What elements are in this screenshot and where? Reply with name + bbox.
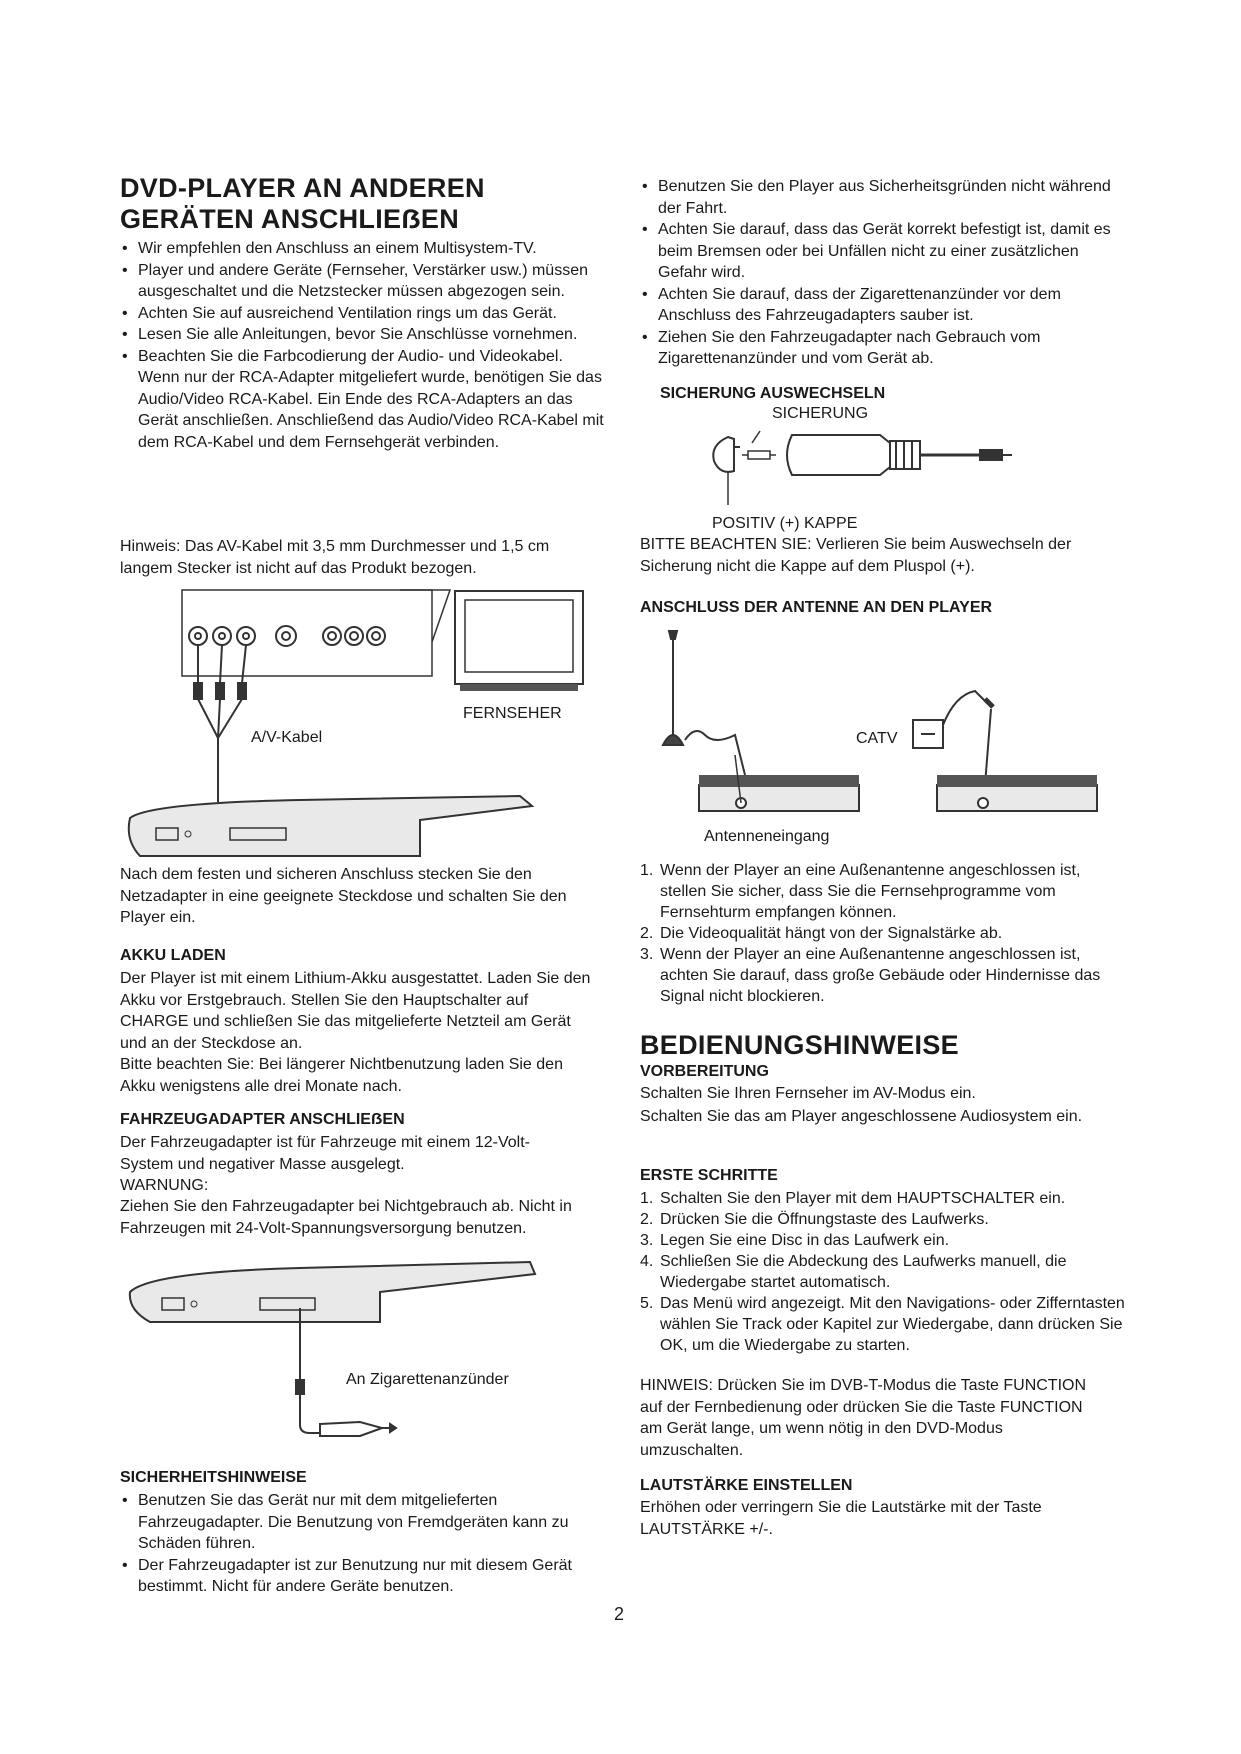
- first-steps-heading: ERSTE SCHRITTE: [640, 1167, 778, 1184]
- prep-heading: VORBEREITUNG: [640, 1063, 769, 1080]
- portable-dvd-player-icon: [699, 775, 859, 811]
- positive-cap-icon: [713, 437, 740, 472]
- cable-hint: Hinweis: Das AV-Kabel mit 3,5 mm Durchmesser und 1,5 cm langem Stecker ist nicht auf das Produkt bezogen.: [120, 538, 550, 577]
- car-warning-label: WARNUNG:: [120, 1177, 209, 1194]
- car-warning-text: Ziehen Sie den Fahrzeugadapter bei Nichtgebrauch ab. Nicht in Fahrzeugen mit 24-Volt-Spannungsversorgung benutzen.: [120, 1198, 572, 1237]
- list-item: 4. Schließen Sie die Abdeckung des Laufwerks manuell, die Wiedergabe startet automatisch.: [640, 1253, 1067, 1291]
- list-item: • Ziehen Sie den Fahrzeugadapter nach Gebrauch vom Zigarettenanzünder und vom Gerät ab.: [640, 327, 1125, 370]
- first-steps-hint: HINWEIS: Drücken Sie im DVB-T-Modus die Taste FUNCTION auf der Fernbedienung oder drücken Sie die Taste FUNCTION am Gerät lange, um wenn nötig in den DVD-Modus umzuschalten.: [640, 1377, 1087, 1459]
- car-adapter-plug-icon: [787, 435, 1012, 475]
- prep-line-2: Schalten Sie das am Player angeschlossene Audiosystem ein.: [640, 1108, 1083, 1125]
- list-item: 2. Drücken Sie die Öffnungstaste des Laufwerks.: [640, 1211, 989, 1228]
- av-cable-label: A/V-Kabel: [251, 729, 323, 746]
- indoor-antenna-icon: [663, 631, 745, 775]
- av-connection-diagram: [120, 588, 600, 863]
- first-steps-list: [640, 1188, 1125, 1356]
- page-number: 2: [614, 1604, 625, 1624]
- fuse-diagram: [700, 425, 1040, 515]
- section-title-connect: DVD-PLAYER AN ANDEREN GERÄTEN ANSCHLIEẞEN: [120, 173, 485, 234]
- antenna-heading: ANSCHLUSS DER ANTENNE AN DEN PLAYER: [640, 599, 993, 616]
- list-item: 5. Das Menü wird angezeigt. Mit den Navigations- oder Zifferntasten wählen Sie Track oder Kapitel zur Wiedergabe, dann drücken Sie OK, um die Wiedergabe zu starten.: [640, 1295, 1125, 1354]
- list-item: • Benutzen Sie den Player aus Sicherheitsgründen nicht während der Fahrt.: [640, 176, 1125, 219]
- safety-heading: SICHERHEITSHINWEISE: [120, 1469, 307, 1486]
- list-item: • Benutzen Sie das Gerät nur mit dem mitgelieferten Fahrzeugadapter. Die Benutzung von Fremdgeräten kann zu Schäden führen.: [120, 1490, 600, 1555]
- portable-dvd-player-icon: [129, 796, 532, 856]
- cigarette-lighter-plug-icon: [320, 1422, 396, 1436]
- list-item: 3. Legen Sie eine Disc in das Laufwerk ein.: [640, 1232, 950, 1249]
- fuse-note: BITTE BEACHTEN SIE: Verlieren Sie beim Auswechseln der Sicherung nicht die Kappe auf dem Pluspol (+).: [640, 536, 1072, 575]
- list-item: 1. Wenn der Player an eine Außenantenne angeschlossen ist, stellen Sie sicher, dass Sie die Fernsehprogramme vom Fernsehturm empfangen können.: [640, 862, 1081, 921]
- list-item: • Der Fahrzeugadapter ist zur Benutzung nur mit diesem Gerät bestimmt. Nicht für andere Geräte benutzen.: [120, 1555, 600, 1598]
- safety-bullet-list-continued: [640, 176, 1125, 370]
- list-item: • Beachten Sie die Farbcodierung der Audio- und Videokabel. Wenn nur der RCA-Adapter mitgeliefert wurde, benötigen Sie das Audio/Video RCA-Kabel. Ein Ende des RCA-Adapters an das Gerät anschließen. Anschließend das Audio/Video RCA-Kabel mit dem RCA-Kabel und dem Fernsehgerät verbinden.: [120, 346, 606, 454]
- antenna-connection-diagram: [655, 625, 1125, 825]
- fuse-cap-label: POSITIV (+) KAPPE: [712, 515, 858, 532]
- section-title-operation: BEDIENUNGSHINWEISE: [640, 1030, 959, 1060]
- list-item: • Wir empfehlen den Anschluss an einem Multisystem-TV.: [120, 238, 606, 260]
- car-adapter-diagram: [120, 1250, 560, 1440]
- list-item: • Achten Sie darauf, dass der Zigarettenanzünder vor dem Anschluss des Fahrzeugadapters sauber ist.: [640, 284, 1125, 327]
- tv-icon: [455, 591, 583, 691]
- portable-dvd-player-icon: [130, 1262, 535, 1322]
- cigarette-lighter-label: An Zigarettenanzünder: [346, 1371, 509, 1388]
- car-adapter-heading: FAHRZEUGADAPTER ANSCHLIEẞEN: [120, 1111, 405, 1128]
- list-item: • Achten Sie auf ausreichend Ventilation rings um das Gerät.: [120, 303, 606, 325]
- car-adapter-cable-icon: [296, 1308, 320, 1433]
- akku-heading: AKKU LADEN: [120, 947, 226, 964]
- car-adapter-text: Der Fahrzeugadapter ist für Fahrzeuge mit einem 12-Volt-System und negativer Masse ausgelegt.: [120, 1134, 530, 1173]
- list-item: • Lesen Sie alle Anleitungen, bevor Sie Anschlüsse vornehmen.: [120, 324, 606, 346]
- safety-bullet-list: [120, 1490, 600, 1598]
- list-item: • Player und andere Geräte (Fernseher, Verstärker usw.) müssen ausgeschaltet und die Netzstecker müssen abgezogen sein.: [120, 260, 606, 303]
- volume-heading: LAUTSTÄRKE EINSTELLEN: [640, 1477, 853, 1494]
- volume-text: Erhöhen oder verringern Sie die Lautstärke mit der Taste LAUTSTÄRKE +/-.: [640, 1499, 1042, 1538]
- connect-bullet-list: [120, 238, 606, 453]
- list-item: • Achten Sie darauf, dass das Gerät korrekt befestigt ist, damit es beim Bremsen oder bei Unfällen nicht zu einer zusätzlichen Gefahr wird.: [640, 219, 1125, 284]
- catv-wall-socket-icon: [913, 691, 993, 785]
- list-item: 1. Schalten Sie den Player mit dem HAUPTSCHALTER ein.: [640, 1190, 1066, 1207]
- antenna-notes-list: [640, 860, 1125, 1007]
- list-item: 2. Die Videoqualität hängt von der Signalstärke ab.: [640, 925, 1003, 942]
- fuse-icon: [742, 431, 776, 459]
- after-connect-text: Nach dem festen und sicheren Anschluss stecken Sie den Netzadapter in eine geeignete Steckdose und schalten Sie den Player ein.: [120, 866, 567, 926]
- fuse-label: SICHERUNG: [772, 405, 869, 422]
- list-item: 3. Wenn der Player an eine Außenantenne angeschlossen ist, achten Sie darauf, dass große Gebäude oder Hindernisse das Signal nicht blockieren.: [640, 946, 1101, 1005]
- portable-dvd-player-icon: [937, 775, 1097, 811]
- akku-note: Bitte beachten Sie: Bei längerer Nichtbenutzung laden Sie den Akku wenigstens alle drei Monate nach.: [120, 1056, 563, 1095]
- tv-label: FERNSEHER: [463, 705, 562, 722]
- antenna-input-label: Antenneneingang: [704, 828, 830, 845]
- akku-text: Der Player ist mit einem Lithium-Akku ausgestattet. Laden Sie den Akku vor Erstgebrauch. Stellen Sie den Hauptschalter auf CHARGE und schließen Sie das mitgelieferte Netzteil am Gerät und an der Steckdose an.: [120, 970, 591, 1052]
- prep-line-1: Schalten Sie Ihren Fernseher im AV-Modus ein.: [640, 1085, 976, 1102]
- catv-label: CATV: [856, 730, 898, 747]
- fuse-heading: SICHERUNG AUSWECHSELN: [660, 385, 886, 402]
